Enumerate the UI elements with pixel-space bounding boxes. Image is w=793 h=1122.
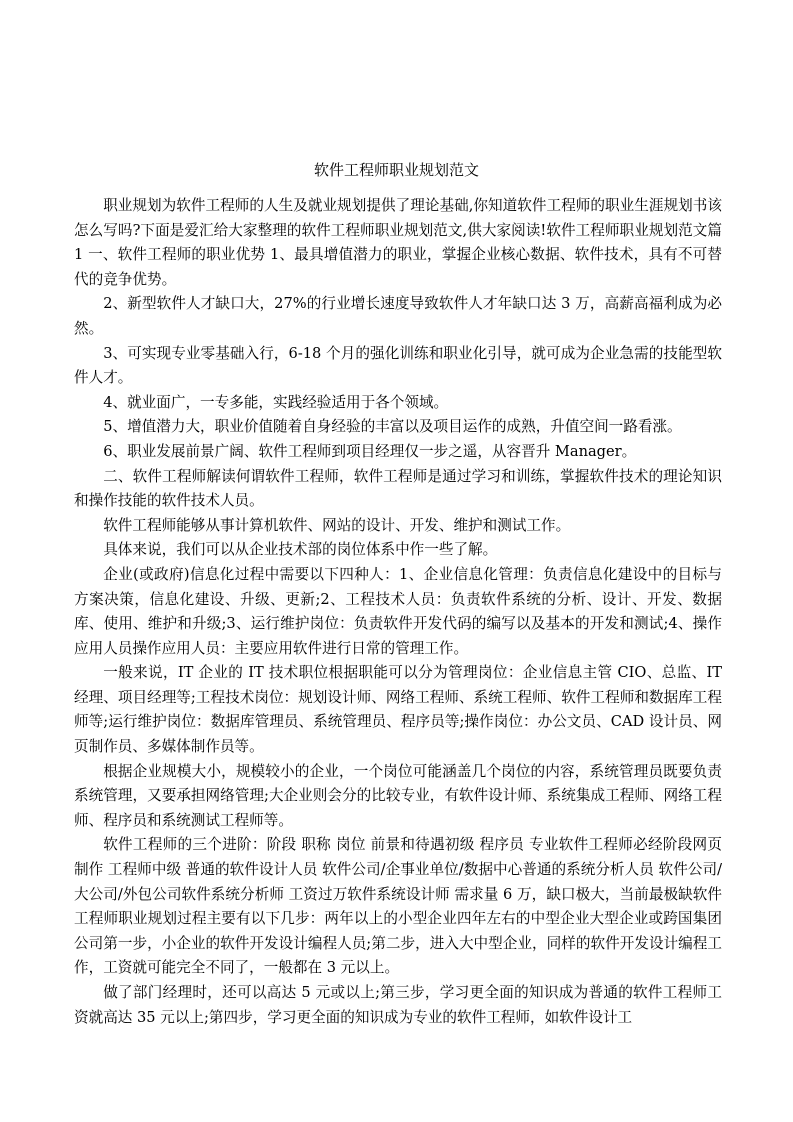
paragraph: 做了部门经理时，还可以高达 5 元或以上;第三步，学习更全面的知识成为普通的软件工程师工资就高达 35 元以上;第四步，学习更全面的知识成为专业的软件工程师，如软件设计工 bbox=[74, 984, 722, 1026]
paragraph: 2、新型软件人才缺口大，27%的行业增长速度导致软件人才年缺口达 3 万，高薪高福利成为必然。 bbox=[74, 295, 722, 337]
paragraph: 一般来说，IT 企业的 IT 技术职位根据职能可以分为管理岗位：企业信息主管 CIO、总监、IT 经理、项目经理等;工程技术岗位：规划设计师、网络工程师、系统工程师、软件工程师和数据库工程师等;运行维护岗位：数据库管理员、系统管理员、程序员等;操作岗位：办公文员、CAD 设计员、网页制作员、多媒体制作员等。 bbox=[74, 664, 722, 756]
paragraph: 根据企业规模大小，规模较小的企业，一个岗位可能涵盖几个岗位的内容，系统管理员既要负责系统管理，又要承担网络管理;大企业则会分的比较专业，有软件设计师、系统集成工程师、网络工程师、程序员和系统测试工程师等。 bbox=[74, 762, 722, 829]
paragraph: 软件工程师的三个进阶：阶段 职称 岗位 前景和待遇初级 程序员 专业软件工程师必经阶段网页制作 工程师中级 普通的软件设计人员 软件公司/企事业单位/数据中心普通的系统分析人员 软件公司/大公司/外包公司软件系统分析师 工资过万软件系统设计师 需求量 6 万，缺口极大，当前最极缺软件工程师职业规划过程主要有以下几步：两年以上的小型企业四年左右的中型企业大型企业或跨国集团公司第一步，小企业的软件开发设计编程人员;第二步，进入大中型企业，同样的软件开发设计编程工作，工资就可能完全不同了，一般都在 3 元以上。 bbox=[74, 836, 722, 977]
paragraph: 4、就业面广，一专多能，实践经验适用于各个领域。 bbox=[103, 393, 449, 411]
paragraph: 二、软件工程师解读何谓软件工程师，软件工程师是通过学习和训练，掌握软件技术的理论知识和操作技能的软件技术人员。 bbox=[74, 467, 722, 510]
paragraph: 3、可实现专业零基础入行，6-18 个月的强化训练和职业化引导，就可成为企业急需的技能型软件人才。 bbox=[74, 344, 722, 387]
paragraph: 5、增值潜力大，职业价值随着自身经验的丰富以及项目运作的成熟，升值空间一路看涨。 bbox=[103, 418, 682, 436]
document-title: 软件工程师职业规划范文 bbox=[313, 161, 479, 179]
paragraph-intro: 职业规划为软件工程师的人生及就业规划提供了理论基础,你知道软件工程师的职业生涯规划书该怎么写吗?下面是爱汇给大家整理的软件工程师职业规划范文,供大家阅读!软件工程师职业规划范文篇 1 一、软件工程师的职业优势 1、最具增值潜力的职业，掌握企业核心数据、软件技术，具有不可替代的竞争优势。 bbox=[74, 197, 722, 288]
document-body bbox=[74, 194, 722, 1030]
paragraph: 软件工程师能够从事计算机软件、网站的设计、开发、维护和测试工作。 bbox=[103, 516, 571, 534]
paragraph: 具体来说，我们可以从企业技术部的岗位体系中作一些了解。 bbox=[103, 541, 498, 559]
paragraph: 企业(或政府)信息化过程中需要以下四种人：1、企业信息化管理：负责信息化建设中的目标与方案决策，信息化建设、升级、更新;2、工程技术人员：负责软件系统的分析、设计、开发、数据库、使用、维护和升级;3、运行维护岗位：负责软件开发代码的编写以及基本的开发和测试;4、操作应用人员操作应用人员：主要应用软件进行日常的管理工作。 bbox=[74, 565, 722, 657]
paragraph: 6、职业发展前景广阔、软件工程师到项目经理仅一步之遥，从容晋升 Manager。 bbox=[103, 442, 637, 460]
